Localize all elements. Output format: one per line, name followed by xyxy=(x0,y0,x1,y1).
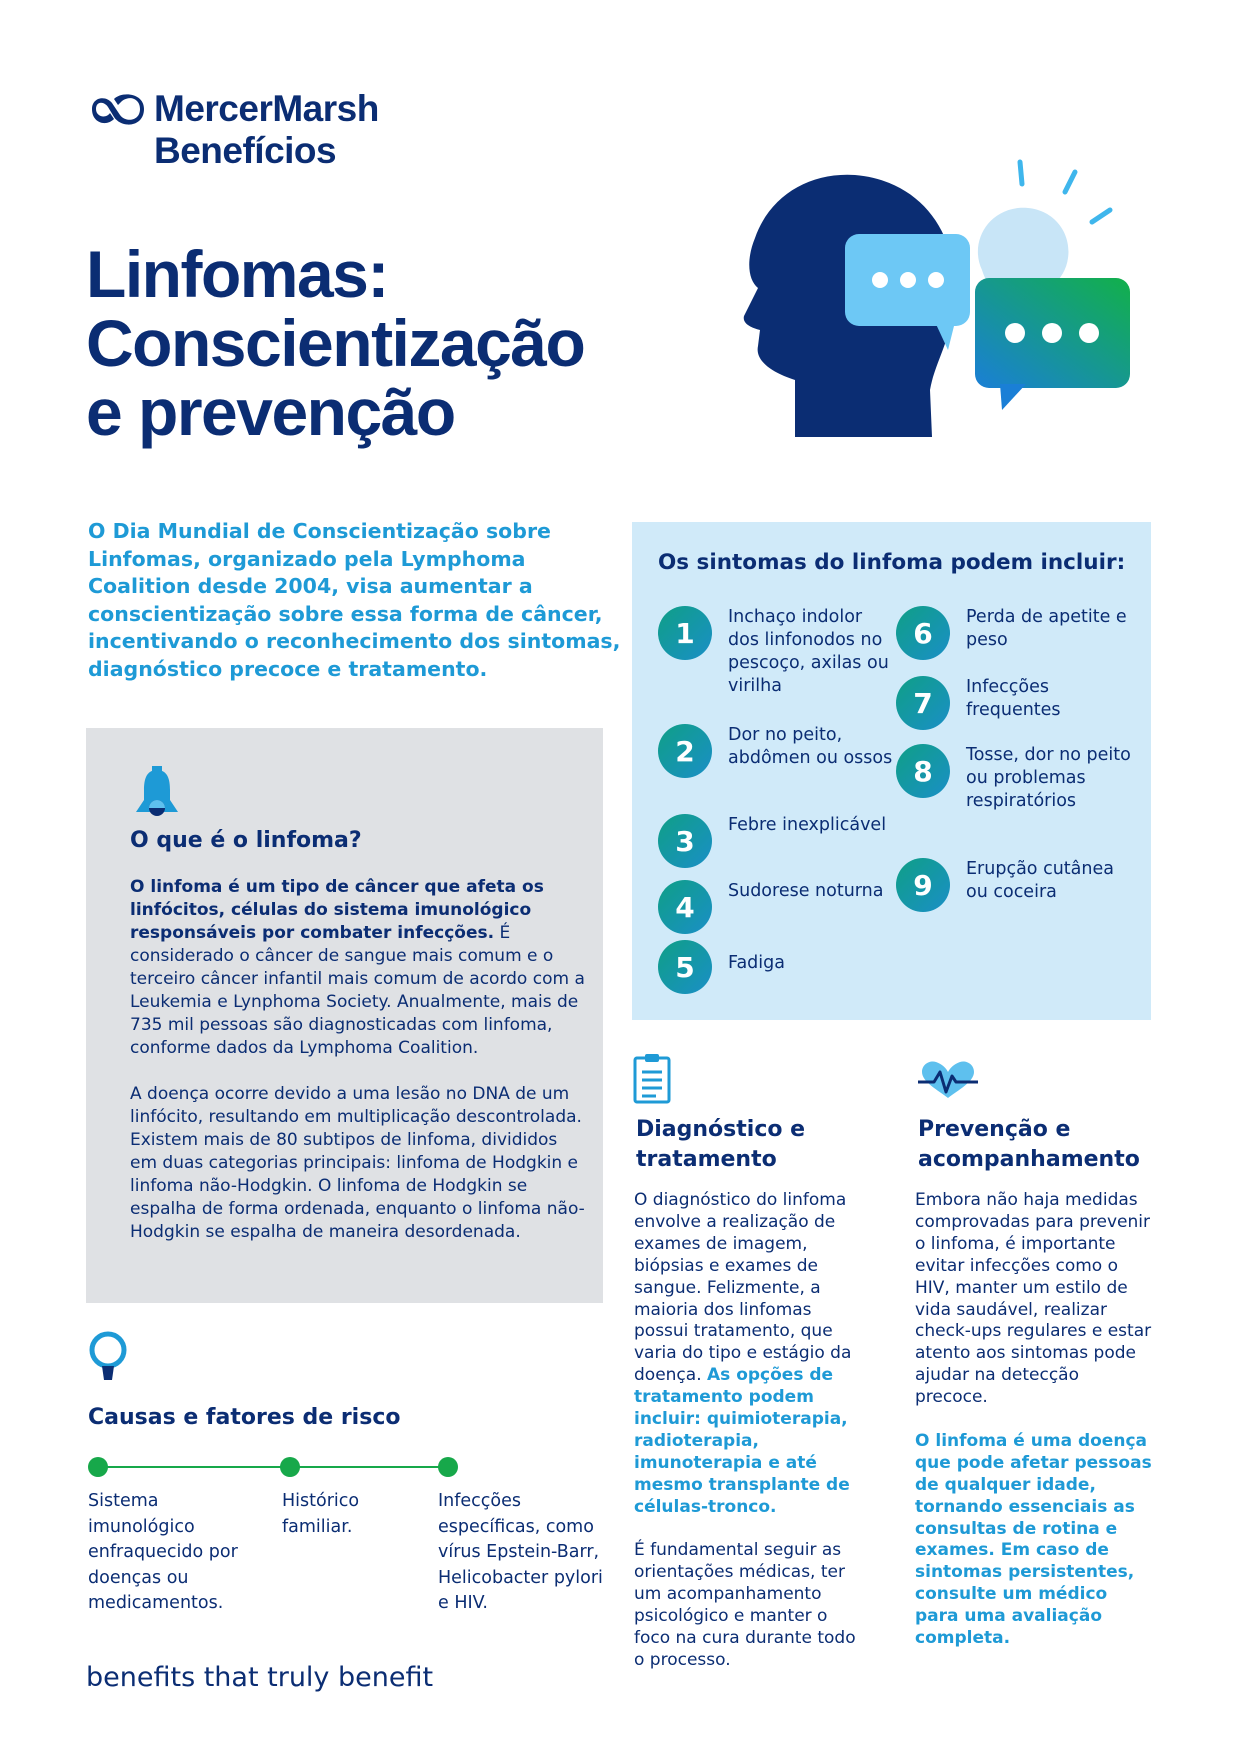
body-paragraph: A doença ocorre devido a uma lesão no DNA de um linfócito, resultando em multiplicação descontrolada. Existem mais de 80 subtipos de linfoma, divididos em duas categorias principais: linfoma de Hodgkin e linfoma não-Hodgkin. O linfoma de Hodgkin se espalha de forma ordenada, enquanto o linfoma não-Hodgkin se espalha de maneira desordenada. xyxy=(130,1084,585,1242)
timeline-dot xyxy=(280,1457,300,1477)
symptom-text: Inchaço indolor dos linfonodos no pescoço, axilas ou virilha xyxy=(728,607,889,696)
heartbeat-icon xyxy=(918,1060,978,1100)
symptom-number: 6 xyxy=(896,606,950,660)
symptom-number: 1 xyxy=(658,606,712,660)
intro-paragraph: O Dia Mundial de Conscientização sobre Linfomas, organizado pela Lymphoma Coalition desde 2004, visa aumentar a conscientização sobre essa forma de câncer, incentivando o reconhecimento dos sintomas, diagnóstico precoce e tratamento. xyxy=(88,519,621,681)
title-line-1: Linfomas: xyxy=(86,237,388,311)
body-paragraph: É fundamental seguir as orientações médicas, ter um acompanhamento psicológico e manter o foco na cura durante todo o processo. xyxy=(634,1540,856,1671)
body-paragraph xyxy=(634,1190,866,1519)
page-title xyxy=(86,237,646,449)
symptom-number: 2 xyxy=(658,724,712,778)
what-is-body xyxy=(130,876,585,1267)
symptom-text: Infecções frequentes xyxy=(966,677,1061,720)
risk-item: Sistema imunológico enfraquecido por doenças ou medicamentos. xyxy=(88,1491,238,1613)
body-paragraph: Embora não haja medidas comprovadas para prevenir o linfoma, é importante evitar infecções como o HIV, manter um estilo de vida saudável, realizar check-ups regulares e estar atento aos sintomas pode ajudar na detecção precoce. xyxy=(915,1190,1152,1408)
risk-timeline xyxy=(88,1455,458,1479)
magnifier-icon xyxy=(86,1330,130,1386)
symptom-text: Fadiga xyxy=(728,953,785,973)
brand-logo xyxy=(88,88,448,171)
symptom-text: Tosse, dor no peito ou problemas respiratórios xyxy=(966,745,1131,811)
body-paragraph xyxy=(130,876,585,1060)
symptom-number: 3 xyxy=(658,814,712,868)
tagline: benefits that truly benefit xyxy=(86,1662,434,1693)
title-line-2: Conscientização xyxy=(86,306,585,380)
chat-bubble-icon xyxy=(975,278,1130,410)
paragraph-rest: É considerado o câncer de sangue mais comum e o terceiro câncer infantil mais comum de acordo com a Leukemia e Lynphoma Society. Anualmente, mais de 735 mil pessoas são diagnosticadas com linfoma, conforme dados da Lymphoma Coalition. xyxy=(130,923,585,1058)
section-title: Prevenção e acompanhamento xyxy=(918,1117,1140,1172)
clipboard-icon xyxy=(632,1052,672,1104)
symptom-text: Perda de apetite e peso xyxy=(966,607,1127,650)
symptom-text: Febre inexplicável xyxy=(728,815,887,835)
symptom-number: 9 xyxy=(896,858,950,912)
symptom-text: Sudorese noturna xyxy=(728,881,884,901)
diagnosis-body xyxy=(634,1190,866,1694)
highlight-text: As opções de tratamento podem incluir: quimioterapia, radioterapia, imunoterapia e até mesmo transplante de células-tronco. xyxy=(634,1365,850,1517)
brand-subname: Benefícios xyxy=(154,130,337,171)
timeline-dot xyxy=(438,1457,458,1477)
symptoms-box xyxy=(632,522,1151,1020)
bell-icon xyxy=(130,764,184,818)
highlight-paragraph: O linfoma é uma doença que pode afetar pessoas de qualquer idade, tornando essenciais as consultas de rotina e exames. Em caso de sintomas persistentes, consulte um médico para uma avaliação completa. xyxy=(915,1430,1152,1649)
risk-item: Histórico familiar. xyxy=(282,1491,360,1537)
title-line-3: e prevenção xyxy=(86,375,455,449)
section-title: Diagnóstico e tratamento xyxy=(636,1117,806,1172)
paragraph-text: O diagnóstico do linfoma envolve a realização de exames de imagem, biópsias e exames de sangue. Felizmente, a maioria dos linfomas possui tratamento, que varia do tipo e estágio da doença. xyxy=(634,1190,852,1386)
symptom-number: 5 xyxy=(658,940,712,994)
symptom-text: Erupção cutânea ou coceira xyxy=(966,859,1114,902)
risk-item: Infecções específicas, como vírus Epstein-Barr, Helicobacter pylori e HIV. xyxy=(438,1491,603,1613)
brand-name: MercerMarsh xyxy=(154,88,379,129)
section-title: Causas e fatores de risco xyxy=(88,1405,401,1430)
section-title: O que é o linfoma? xyxy=(130,828,362,853)
mercer-logo-icon xyxy=(88,93,144,125)
symptom-number: 7 xyxy=(896,676,950,730)
what-is-lymphoma-box xyxy=(86,728,603,1303)
symptom-text: Dor no peito, abdômen ou ossos xyxy=(728,725,893,768)
section-title: Os sintomas do linfoma podem incluir: xyxy=(658,550,1126,575)
symptom-number: 4 xyxy=(658,880,712,934)
symptom-number: 8 xyxy=(896,744,950,798)
timeline-dot xyxy=(88,1457,108,1477)
hero-illustration xyxy=(700,150,1170,500)
bold-lead: O linfoma é um tipo de câncer que afeta os linfócitos, células do sistema imunológico responsáveis por combater infecções. xyxy=(130,877,544,943)
prevention-body xyxy=(915,1190,1155,1672)
